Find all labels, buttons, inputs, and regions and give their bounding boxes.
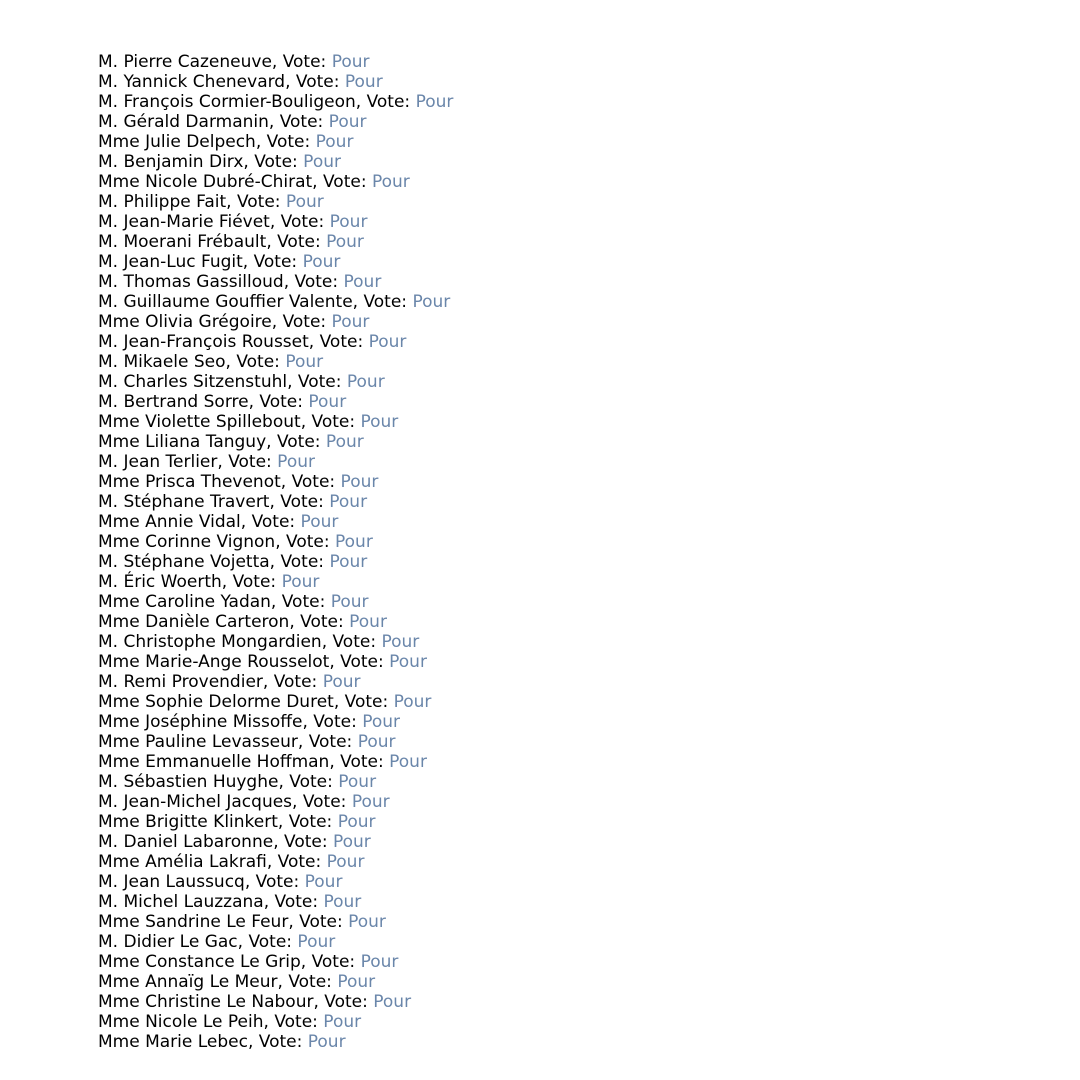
vote-value: Pour (415, 92, 454, 112)
vote-value: Pour (329, 552, 368, 572)
deputy-name: M. Moerani Frébault (98, 232, 267, 252)
vote-list-item: Mme Christine Le Nabour, Vote: Pour (98, 992, 412, 1012)
deputy-name: M. Sébastien Huyghe (98, 772, 279, 792)
vote-value: Pour (351, 792, 390, 812)
vote-label: Vote: (274, 892, 319, 912)
vote-value: Pour (348, 912, 386, 932)
vote-list-item: M. Guillaume Gouffier Valente, Vote: Pour (98, 292, 451, 312)
deputy-name: M. Daniel Labaronne (98, 832, 274, 852)
vote-label: Vote: (288, 812, 333, 832)
deputy-name: Mme Annie Vidal (98, 512, 241, 532)
vote-label: Vote: (281, 592, 326, 612)
vote-value: Pour (371, 172, 410, 192)
vote-list-item: Mme Marie-Ange Rousselot, Vote: Pour (98, 652, 427, 672)
vote-list-item: Mme Constance Le Grip, Vote: Pour (98, 952, 399, 972)
deputy-name: Mme Corinne Vignon (98, 532, 276, 552)
deputy-name: M. François Cormier-Bouligeon (98, 92, 356, 112)
deputy-name: M. Jean-François Rousset (98, 332, 309, 352)
vote-value: Pour (329, 212, 368, 232)
deputy-name: M. Jean-Luc Fugit (98, 252, 243, 272)
vote-value: Pour (389, 752, 427, 772)
vote-value: Pour (389, 652, 427, 672)
vote-list-item: Mme Prisca Thevenot, Vote: Pour (98, 472, 379, 492)
deputy-name: M. Éric Woerth (98, 572, 222, 592)
vote-label: Vote: (340, 652, 384, 672)
deputy-name: M. Christophe Mongardien (98, 632, 322, 652)
vote-value: Pour (357, 732, 396, 752)
vote-list-item: M. Jean Terlier, Vote: Pour (98, 452, 315, 472)
vote-list-item: M. Jean-François Rousset, Vote: Pour (98, 332, 407, 352)
deputy-name: M. Bertrand Sorre (98, 392, 249, 412)
vote-label: Vote: (280, 552, 325, 572)
vote-list-item: M. Didier Le Gac, Vote: Pour (98, 932, 336, 952)
vote-value: Pour (308, 392, 347, 412)
vote-label: Vote: (255, 872, 300, 892)
vote-list-item: Mme Annie Vidal, Vote: Pour (98, 512, 339, 532)
deputy-name: Mme Nicole Dubré-Chirat (98, 172, 313, 192)
deputy-name: Mme Marie Lebec (98, 1032, 248, 1052)
deputy-name: Mme Sophie Delorme Duret (98, 692, 334, 712)
vote-list-item: Mme Violette Spillebout, Vote: Pour (98, 412, 399, 432)
vote-list-item: Mme Pauline Levasseur, Vote: Pour (98, 732, 396, 752)
vote-label: Vote: (313, 712, 357, 732)
vote-label: Vote: (236, 192, 281, 212)
deputy-name: Mme Pauline Levasseur (98, 732, 298, 752)
vote-label: Vote: (291, 472, 336, 492)
vote-list-item: M. Éric Woerth, Vote: Pour (98, 572, 320, 592)
vote-label: Vote: (280, 492, 324, 512)
vote-value: Pour (360, 952, 399, 972)
vote-label: Vote: (276, 432, 321, 452)
vote-label: Vote: (232, 572, 277, 592)
deputy-name: M. Stéphane Vojetta (98, 552, 270, 572)
deputy-name: Mme Danièle Carteron (98, 612, 290, 632)
vote-value: Pour (340, 472, 379, 492)
vote-value: Pour (297, 932, 336, 952)
deputy-name: Mme Olivia Grégoire (98, 312, 272, 332)
deputy-name: M. Jean-Marie Fiévet (98, 212, 270, 232)
vote-label: Vote: (280, 212, 325, 232)
vote-list-item: Mme Liliana Tanguy, Vote: Pour (98, 432, 364, 452)
vote-list-item: M. Yannick Chenevard, Vote: Pour (98, 72, 383, 92)
vote-value: Pour (373, 992, 412, 1012)
deputy-name: Mme Julie Delpech (98, 132, 256, 152)
vote-list-item: M. Stéphane Vojetta, Vote: Pour (98, 552, 368, 572)
deputy-name: M. Thomas Gassilloud (98, 272, 284, 292)
vote-list-item: M. Bertrand Sorre, Vote: Pour (98, 392, 347, 412)
vote-value: Pour (335, 532, 373, 552)
vote-value: Pour (328, 112, 367, 132)
vote-value: Pour (329, 492, 368, 512)
vote-list-item: M. Michel Lauzzana, Vote: Pour (98, 892, 362, 912)
vote-label: Vote: (311, 412, 356, 432)
vote-label: Vote: (319, 332, 364, 352)
vote-value: Pour (326, 232, 364, 252)
deputy-name: M. Gérald Darmanin (98, 112, 269, 132)
vote-list-item: Mme Caroline Yadan, Vote: Pour (98, 592, 369, 612)
vote-label: Vote: (277, 852, 322, 872)
vote-list-item: Mme Danièle Carteron, Vote: Pour (98, 612, 387, 632)
vote-value: Pour (304, 872, 343, 892)
vote-label: Vote: (295, 72, 340, 92)
vote-label: Vote: (332, 632, 377, 652)
vote-list-item: Mme Olivia Grégoire, Vote: Pour (98, 312, 370, 332)
vote-label: Vote: (259, 392, 303, 412)
vote-value: Pour (285, 352, 324, 372)
vote-value: Pour (285, 192, 324, 212)
deputy-name: Mme Christine Le Nabour (98, 992, 314, 1012)
vote-value: Pour (349, 612, 387, 632)
vote-list (98, 52, 453, 1052)
vote-value: Pour (360, 412, 399, 432)
deputy-name: Mme Violette Spillebout (98, 412, 301, 432)
vote-value: Pour (330, 592, 369, 612)
vote-value: Pour (412, 292, 451, 312)
vote-label: Vote: (297, 372, 342, 392)
vote-value: Pour (393, 692, 432, 712)
vote-value: Pour (381, 632, 420, 652)
vote-value: Pour (300, 512, 339, 532)
vote-value: Pour (277, 452, 315, 472)
vote-label: Vote: (308, 732, 353, 752)
vote-value: Pour (337, 972, 376, 992)
vote-list-item: M. Pierre Cazeneuve, Vote: Pour (98, 52, 370, 72)
vote-label: Vote: (299, 912, 343, 932)
deputy-name: M. Jean-Michel Jacques (98, 792, 293, 812)
deputy-name: M. Remi Provendier (98, 672, 263, 692)
vote-label: Vote: (236, 352, 280, 372)
vote-value: Pour (323, 1012, 362, 1032)
vote-value: Pour (303, 152, 341, 172)
vote-label: Vote: (251, 512, 296, 532)
deputy-name: M. Mikaele Seo (98, 352, 226, 372)
vote-label: Vote: (274, 1012, 318, 1032)
vote-list-item: Mme Julie Delpech, Vote: Pour (98, 132, 354, 152)
vote-label: Vote: (277, 232, 321, 252)
vote-label: Vote: (258, 1032, 303, 1052)
vote-list-item: M. Christophe Mongardien, Vote: Pour (98, 632, 420, 652)
vote-list-item: Mme Annaïg Le Meur, Vote: Pour (98, 972, 376, 992)
deputy-name: M. Guillaume Gouffier Valente (98, 292, 353, 312)
vote-label: Vote: (311, 952, 356, 972)
vote-list-item: M. Thomas Gassilloud, Vote: Pour (98, 272, 382, 292)
vote-list-item: Mme Emmanuelle Hoffman, Vote: Pour (98, 752, 427, 772)
deputy-name: Mme Annaïg Le Meur (98, 972, 278, 992)
vote-value: Pour (307, 1032, 346, 1052)
vote-label: Vote: (366, 92, 411, 112)
vote-label: Vote: (266, 132, 311, 152)
deputy-name: Mme Marie-Ange Rousselot (98, 652, 330, 672)
vote-value: Pour (332, 832, 371, 852)
vote-value: Pour (325, 432, 364, 452)
vote-list-item: M. Mikaele Seo, Vote: Pour (98, 352, 324, 372)
deputy-name: Mme Joséphine Missoffe (98, 712, 303, 732)
vote-value: Pour (331, 312, 370, 332)
deputy-name: M. Jean Terlier (98, 452, 218, 472)
vote-label: Vote: (273, 672, 318, 692)
vote-value: Pour (323, 892, 362, 912)
vote-label: Vote: (288, 972, 332, 992)
deputy-name: M. Philippe Fait (98, 192, 227, 212)
deputy-name: Mme Sandrine Le Feur (98, 912, 289, 932)
vote-value: Pour (331, 52, 370, 72)
vote-label: Vote: (248, 932, 293, 952)
vote-list-item: Mme Marie Lebec, Vote: Pour (98, 1032, 346, 1052)
vote-list-item: M. Jean-Marie Fiévet, Vote: Pour (98, 212, 368, 232)
vote-list-item: M. Remi Provendier, Vote: Pour (98, 672, 361, 692)
deputy-name: Mme Emmanuelle Hoffman (98, 752, 330, 772)
vote-list-item: Mme Nicole Le Peih, Vote: Pour (98, 1012, 362, 1032)
vote-value: Pour (302, 252, 341, 272)
vote-list-item: M. Moerani Frébault, Vote: Pour (98, 232, 364, 252)
vote-label: Vote: (363, 292, 408, 312)
vote-value: Pour (346, 372, 385, 392)
vote-list-item: M. Stéphane Travert, Vote: Pour (98, 492, 368, 512)
deputy-name: M. Didier Le Gac (98, 932, 238, 952)
vote-label: Vote: (286, 532, 330, 552)
deputy-name: M. Charles Sitzenstuhl (98, 372, 288, 392)
deputy-name: Mme Amélia Lakrafi (98, 852, 267, 872)
vote-label: Vote: (294, 272, 339, 292)
vote-list-item: Mme Amélia Lakrafi, Vote: Pour (98, 852, 365, 872)
deputy-name: Mme Brigitte Klinkert (98, 812, 278, 832)
vote-list-item: Mme Joséphine Missoffe, Vote: Pour (98, 712, 401, 732)
vote-value: Pour (344, 72, 383, 92)
vote-label: Vote: (340, 752, 384, 772)
vote-value: Pour (368, 332, 407, 352)
vote-label: Vote: (228, 452, 272, 472)
deputy-name: Mme Liliana Tanguy (98, 432, 267, 452)
vote-label: Vote: (282, 52, 327, 72)
deputy-name: Mme Caroline Yadan (98, 592, 271, 612)
vote-label: Vote: (284, 832, 328, 852)
vote-value: Pour (326, 852, 365, 872)
vote-value: Pour (337, 812, 376, 832)
vote-label: Vote: (324, 992, 368, 1012)
vote-label: Vote: (254, 152, 298, 172)
vote-list-item: M. Jean-Luc Fugit, Vote: Pour (98, 252, 341, 272)
deputy-name: Mme Nicole Le Peih (98, 1012, 264, 1032)
vote-value: Pour (315, 132, 354, 152)
vote-label: Vote: (279, 112, 324, 132)
vote-list-item: M. Benjamin Dirx, Vote: Pour (98, 152, 341, 172)
deputy-name: M. Yannick Chenevard (98, 72, 286, 92)
deputy-name: M. Jean Laussucq (98, 872, 245, 892)
vote-label: Vote: (300, 612, 344, 632)
vote-list-item: M. Daniel Labaronne, Vote: Pour (98, 832, 371, 852)
vote-list-item: M. Jean Laussucq, Vote: Pour (98, 872, 343, 892)
deputy-name: Mme Constance Le Grip (98, 952, 301, 972)
deputy-name: Mme Prisca Thevenot (98, 472, 281, 492)
vote-list-item: M. Charles Sitzenstuhl, Vote: Pour (98, 372, 385, 392)
deputy-name: M. Benjamin Dirx (98, 152, 244, 172)
vote-value: Pour (322, 672, 361, 692)
vote-list-item: M. Sébastien Huyghe, Vote: Pour (98, 772, 377, 792)
vote-value: Pour (343, 272, 382, 292)
vote-label: Vote: (322, 172, 367, 192)
vote-list-item: Mme Brigitte Klinkert, Vote: Pour (98, 812, 376, 832)
vote-list-item: M. Jean-Michel Jacques, Vote: Pour (98, 792, 390, 812)
vote-label: Vote: (289, 772, 333, 792)
vote-label: Vote: (302, 792, 347, 812)
vote-list-item: M. Gérald Darmanin, Vote: Pour (98, 112, 367, 132)
vote-list-item: Mme Corinne Vignon, Vote: Pour (98, 532, 373, 552)
vote-label: Vote: (344, 692, 389, 712)
vote-list-item: Mme Sandrine Le Feur, Vote: Pour (98, 912, 386, 932)
deputy-name: M. Michel Lauzzana (98, 892, 264, 912)
vote-list-item: Mme Nicole Dubré-Chirat, Vote: Pour (98, 172, 410, 192)
vote-label: Vote: (253, 252, 298, 272)
vote-list-item: M. François Cormier-Bouligeon, Vote: Pour (98, 92, 454, 112)
deputy-name: M. Stéphane Travert (98, 492, 270, 512)
deputy-name: M. Pierre Cazeneuve (98, 52, 272, 72)
vote-value: Pour (362, 712, 401, 732)
vote-list-item: Mme Sophie Delorme Duret, Vote: Pour (98, 692, 432, 712)
vote-list-item: M. Philippe Fait, Vote: Pour (98, 192, 324, 212)
vote-label: Vote: (282, 312, 327, 332)
vote-value: Pour (281, 572, 320, 592)
vote-value: Pour (338, 772, 377, 792)
